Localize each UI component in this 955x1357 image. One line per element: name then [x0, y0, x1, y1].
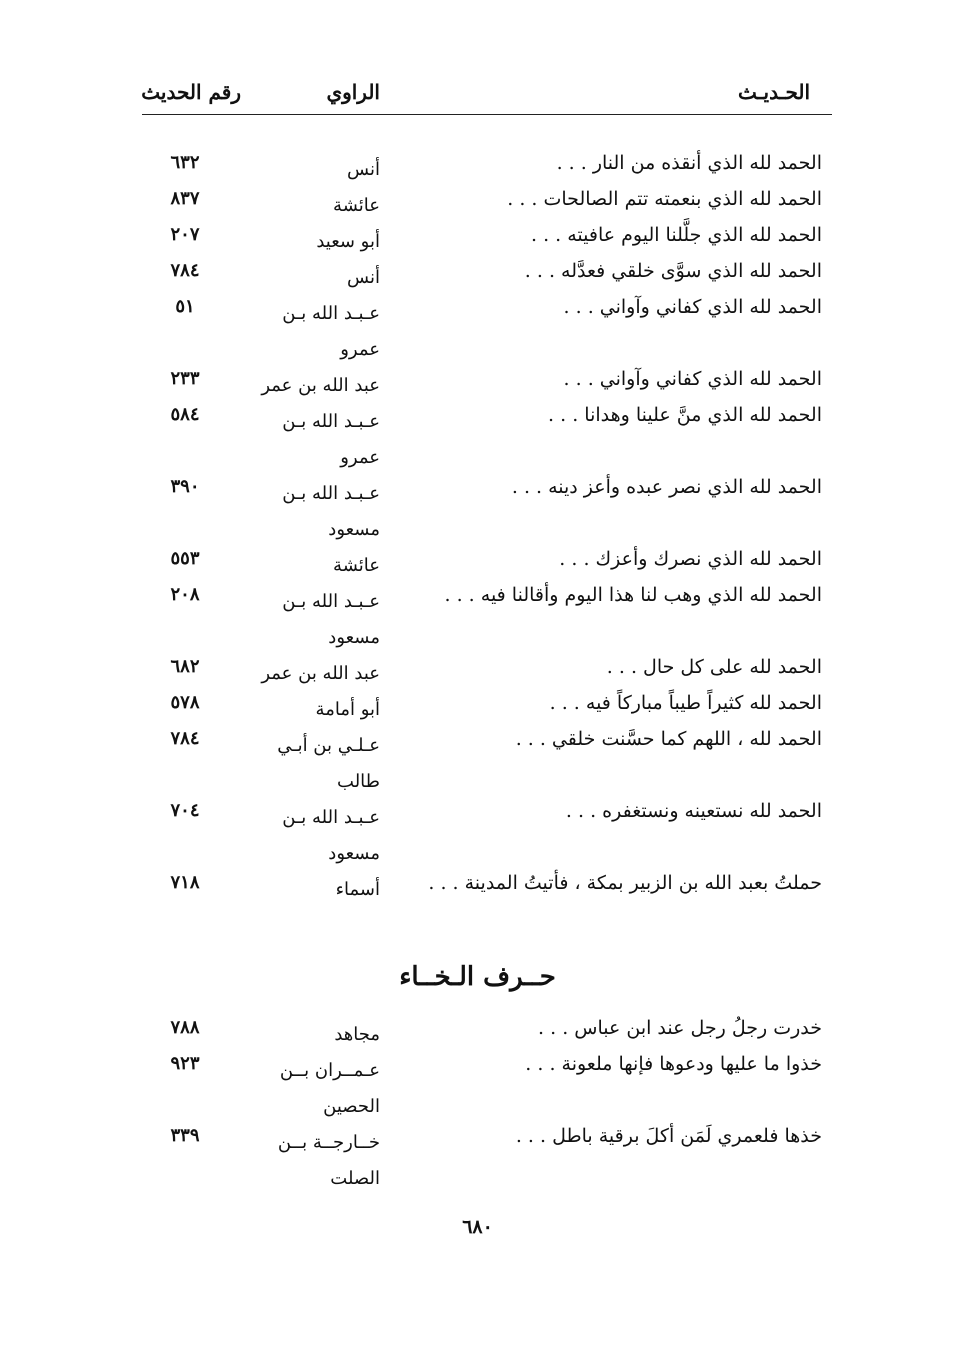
narrator-line: أنس — [347, 159, 380, 180]
narrator-line: عمرو — [340, 339, 380, 360]
hadith-number: ٧٨٨ — [170, 1017, 200, 1038]
narrator-line: عـبـد الله بـن — [282, 483, 380, 504]
hadith-number: ٩٢٣ — [170, 1053, 200, 1074]
narrator — [250, 296, 380, 368]
hadith-number: ٥١ — [175, 296, 195, 317]
hadith-text: خذها فلعمري لَمَن أكلَ برقية باطل . . . — [515, 1125, 822, 1147]
narrator-line: عبد الله بن عمر — [261, 375, 380, 396]
section-title: حــرف الـخــاء — [399, 962, 556, 992]
narrator — [250, 548, 380, 584]
hadith-number: ٢٠٨ — [170, 584, 200, 605]
narrator-line: مسعود — [328, 843, 380, 864]
hadith-text: الحمد لله الذي سوَّى خلقي فعدَّله . . . — [524, 260, 822, 282]
narrator — [250, 800, 380, 872]
narrator-line: أنس — [347, 267, 380, 288]
hadith-text: الحمد لله ، اللهم كما حسَّنت خلقي . . . — [515, 728, 822, 750]
narrator-line: عـبـد الله بـن — [282, 411, 380, 432]
narrator-line: أبو أمامة — [315, 699, 380, 720]
narrator — [250, 188, 380, 224]
narrator — [250, 368, 380, 404]
column-header-number: رقم الحديث — [141, 80, 241, 104]
narrator-line: الصلت — [330, 1168, 380, 1189]
hadith-number: ٥٧٨ — [170, 692, 200, 713]
narrator-line: أبو سعيد — [316, 231, 380, 252]
narrator — [250, 692, 380, 728]
hadith-text: الحمد لله الذي بنعمته تتم الصالحات . . . — [507, 188, 822, 210]
hadith-number: ٧١٨ — [170, 872, 200, 893]
narrator-line: عـبـد الله بـن — [282, 807, 380, 828]
narrator-line: عـمــران بــن — [279, 1060, 380, 1081]
hadith-number: ٢٣٣ — [170, 368, 200, 389]
hadith-text: خدرت رجلُ رجل عند ابن عباس . . . — [538, 1017, 822, 1039]
narrator-line: عـبـد الله بـن — [282, 591, 380, 612]
hadith-text: الحمد لله نستعينه ونستغفره . . . — [565, 800, 822, 822]
narrator — [250, 728, 380, 800]
hadith-text: الحمد لله الذي نصر عبده وأعز دينه . . . — [511, 476, 822, 498]
narrator — [250, 224, 380, 260]
hadith-number: ٧٨٤ — [170, 260, 200, 281]
narrator-line: خــارجــة بــن — [277, 1132, 380, 1153]
hadith-number: ٧٠٤ — [170, 800, 200, 821]
narrator-line: عمرو — [340, 447, 380, 468]
hadith-text: الحمد لله كثيراً طيباً مباركاً فيه . . . — [549, 692, 822, 714]
narrator-line: عائشة — [333, 195, 380, 216]
hadith-text: خذوا ما عليها ودعوها فإنها ملعونة . . . — [525, 1053, 822, 1075]
narrator — [250, 404, 380, 476]
narrator — [250, 476, 380, 548]
narrator-line: مجاهد — [334, 1024, 380, 1045]
hadith-text: حملتُ بعبد الله بن الزبير بمكة ، فأتيتُ المدينة . . . — [428, 872, 822, 894]
narrator — [250, 1053, 380, 1125]
column-header-narrator: الراوي — [326, 80, 380, 104]
hadith-number: ٦٣٢ — [170, 152, 200, 173]
hadith-number: ٧٨٤ — [170, 728, 200, 749]
hadith-number: ٢٠٧ — [170, 224, 200, 245]
column-header-hadith: الحـديـث — [738, 80, 810, 104]
page-number: ٦٨٠ — [462, 1216, 493, 1238]
header-divider — [142, 114, 832, 115]
hadith-text: الحمد لله الذي وهب لنا هذا اليوم وأقالنا فيه . . . — [444, 584, 822, 606]
narrator — [250, 656, 380, 692]
narrator-line: طالب — [337, 771, 380, 792]
narrator-line: الحصين — [323, 1096, 380, 1117]
hadith-number: ٨٣٧ — [170, 188, 200, 209]
hadith-text: الحمد لله على كل حال . . . — [606, 656, 822, 678]
narrator-line: مسعود — [328, 627, 380, 648]
narrator-line: أسماء — [335, 879, 380, 900]
narrator — [250, 1017, 380, 1053]
hadith-number: ٣٩٠ — [170, 476, 200, 497]
hadith-number: ٣٣٩ — [170, 1125, 200, 1146]
hadith-text: الحمد لله الذي جلَّلنا اليوم عافيته . . . — [531, 224, 822, 246]
hadith-text: الحمد لله الذي منَّ علينا وهدانا . . . — [548, 404, 822, 426]
narrator-line: مسعود — [328, 519, 380, 540]
narrator-line: عائشة — [333, 555, 380, 576]
hadith-text: الحمد لله الذي أنقذه من النار . . . — [556, 152, 822, 174]
narrator — [250, 152, 380, 188]
narrator — [250, 584, 380, 656]
narrator — [250, 1125, 380, 1197]
narrator-line: عـلـي بن أبـي — [277, 735, 380, 756]
hadith-text: الحمد لله الذي كفاني وآواني . . . — [563, 296, 822, 318]
hadith-number: ٥٥٣ — [170, 548, 200, 569]
hadith-text: الحمد لله الذي نصرك وأعزك . . . — [559, 548, 822, 570]
hadith-number: ٦٨٢ — [170, 656, 200, 677]
hadith-text: الحمد لله الذي كفاني وآواني . . . — [563, 368, 822, 390]
narrator — [250, 260, 380, 296]
narrator-line: عـبـد الله بـن — [282, 303, 380, 324]
hadith-number: ٥٨٤ — [170, 404, 200, 425]
narrator-line: عبد الله بن عمر — [261, 663, 380, 684]
narrator — [250, 872, 380, 908]
